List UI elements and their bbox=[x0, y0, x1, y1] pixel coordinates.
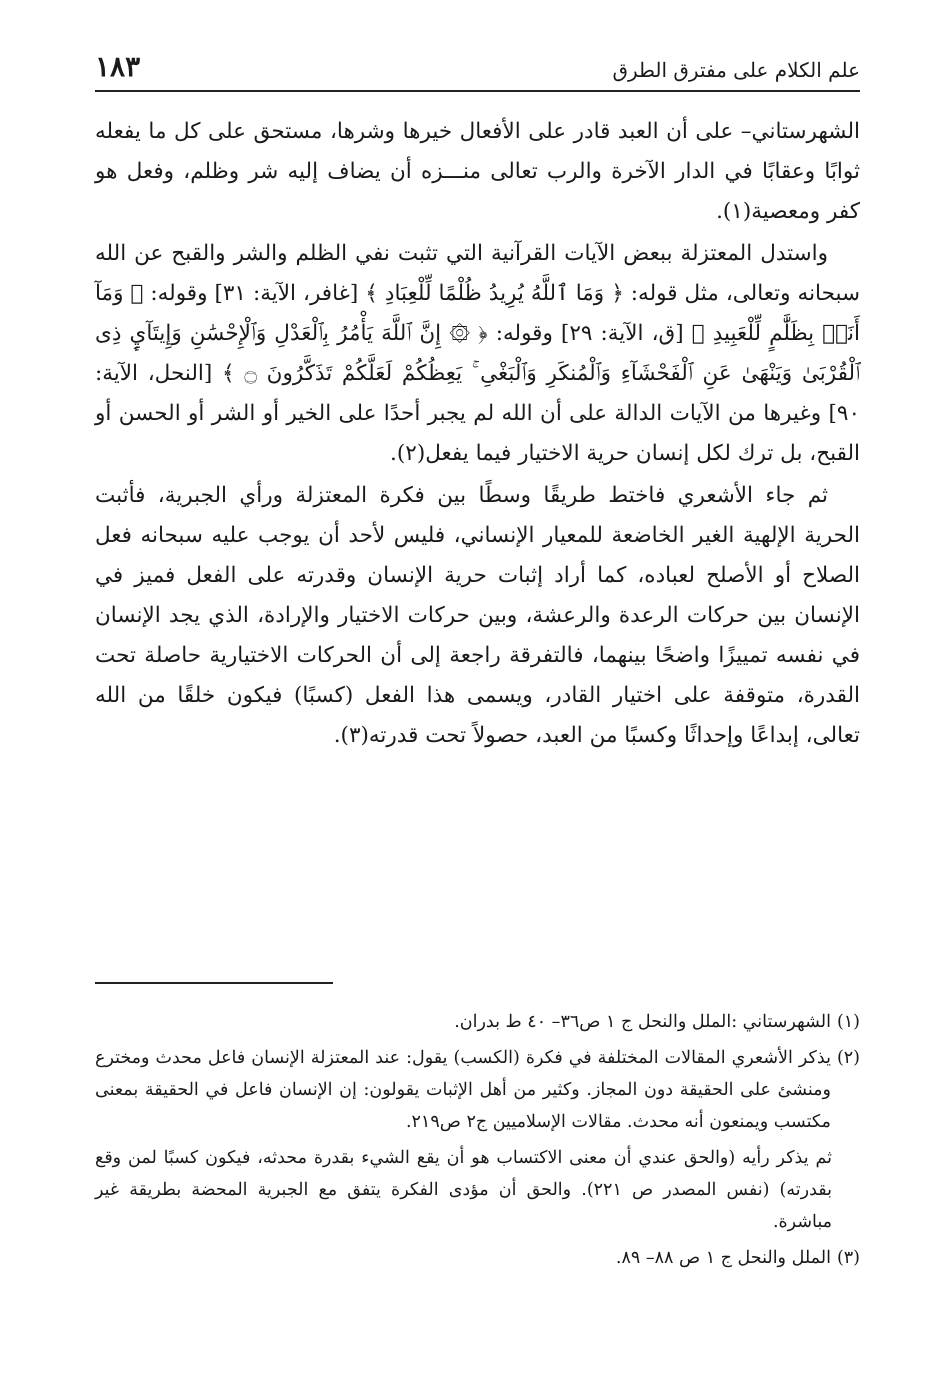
footnote-marker: (٣) bbox=[836, 1248, 860, 1268]
footnotes bbox=[95, 1006, 860, 1278]
page-number: ١٨٣ bbox=[95, 50, 141, 83]
paragraph: واستدل المعتزلة ببعض الآيات القرآنية التي تثبت نفي الظلم والشر والقبح عن الله سبحانه وتعالى، مثل قوله: ﴿ وَمَا ٱللَّهُ يُرِيدُ ظُلْمًا لِّلْعِبَادِ ﴾ [غافر، الآية: ٣١] وقوله: ﴿ وَمَآ أَنَا۠ بِظَلَّٰمٍ لِّلْعَبِيدِ ﴾ [ق، الآية: ٢٩] وقوله: ﴿ ۞ إِنَّ ٱللَّهَ يَأْمُرُ بِٱلْعَدْلِ وَٱلْإِحْسَٰنِ وَإِيتَآيِٕ ذِى ٱلْقُرْبَىٰ وَيَنْهَىٰ عَنِ ٱلْفَحْشَآءِ وَٱلْمُنكَرِ وَٱلْبَغْىِ ۚ يَعِظُكُمْ لَعَلَّكُمْ تَذَكَّرُونَ ۝ ﴾ [النحل، الآية: ٩٠] وغيرها من الآيات الدالة على أن الله لم يجبر أحدًا على الخير أو الشر أو الحسن أو القبح، بل ترك لكل إنسان حرية الاختيار فيما يفعل(٢). bbox=[95, 241, 860, 466]
footnote-item bbox=[95, 1242, 860, 1274]
body-text bbox=[95, 112, 860, 756]
book-page bbox=[95, 40, 860, 1340]
footnote-item bbox=[95, 1006, 860, 1038]
footnote-text: الملل والنحل ج ١ ص ٨٨– ٨٩. bbox=[615, 1248, 831, 1268]
footnote-marker: (١) bbox=[836, 1012, 860, 1032]
footnote-separator bbox=[95, 982, 333, 984]
paragraph: ثم جاء الأشعري فاختط طريقًا وسطًا بين فكرة المعتزلة ورأي الجبرية، فأثبت الحرية الإلهية الغير الخاضعة للمعيار الإنساني، فليس لأحد أن يوجب عليه سبحانه فعل الصلاح أو الأصلح لعباده، كما أراد إثبات حرية الإنسان وقدرته على الفعل فميز في الإنسان بين حركات الرعدة والرعشة، وبين حركات الاختيار والإرادة، الذي يجد الإنسان في نفسه تمييزًا واضحًا بينهما، فالتفرقة راجعة إلى أن الحركات الاختيارية حاصلة تحت القدرة، متوقفة على اختيار القادر، ويسمى هذا الفعل (كسبًا) فيكون خلقًا من الله تعالى، إبداعًا وإحداثًا وكسبًا من العبد، حصولاً تحت قدرته(٣). bbox=[95, 483, 860, 748]
footnote-text: الشهرستاني :الملل والنحل ج ١ ص٣٦– ٤٠ ط بدران. bbox=[454, 1012, 831, 1032]
running-header bbox=[95, 40, 860, 92]
footnote-text: ثم يذكر رأيه (والحق عندي أن معنى الاكتساب هو أن يقع الشيء بقدرة محدثه، فيكون كسبًا لمن وقع بقدرته) (نفس المصدر ص ٢٢١). والحق أن مؤدى الفكرة يتفق مع الجبرية المحضة بطريقة غير مباشرة. bbox=[95, 1148, 832, 1232]
book-title: علم الكلام على مفترق الطرق bbox=[612, 58, 860, 82]
footnote-text: يذكر الأشعري المقالات المختلفة في فكرة (الكسب) يقول: عند المعتزلة الإنسان فاعل محدث ومخترع ومنشئ على الحقيقة دون المجاز. وكثير من أهل الإثبات يقولون: إن الإنسان فاعل في الحقيقة بمعنى مكتسب ويمنعون أنه محدث. مقالات الإسلاميين ج٢ ص٢١٩. bbox=[95, 1048, 831, 1132]
paragraph: الشهرستاني– على أن العبد قادر على الأفعال خيرها وشرها، مستحق على كل ما يفعله ثوابًا وعقابًا في الدار الآخرة والرب تعالى منـــزه أن يضاف إليه شر وظلم، وفعل هو كفر ومعصية(١). bbox=[95, 119, 860, 224]
footnote-continuation bbox=[95, 1142, 860, 1238]
footnote-item bbox=[95, 1042, 860, 1138]
footnote-marker: (٢) bbox=[836, 1048, 860, 1068]
